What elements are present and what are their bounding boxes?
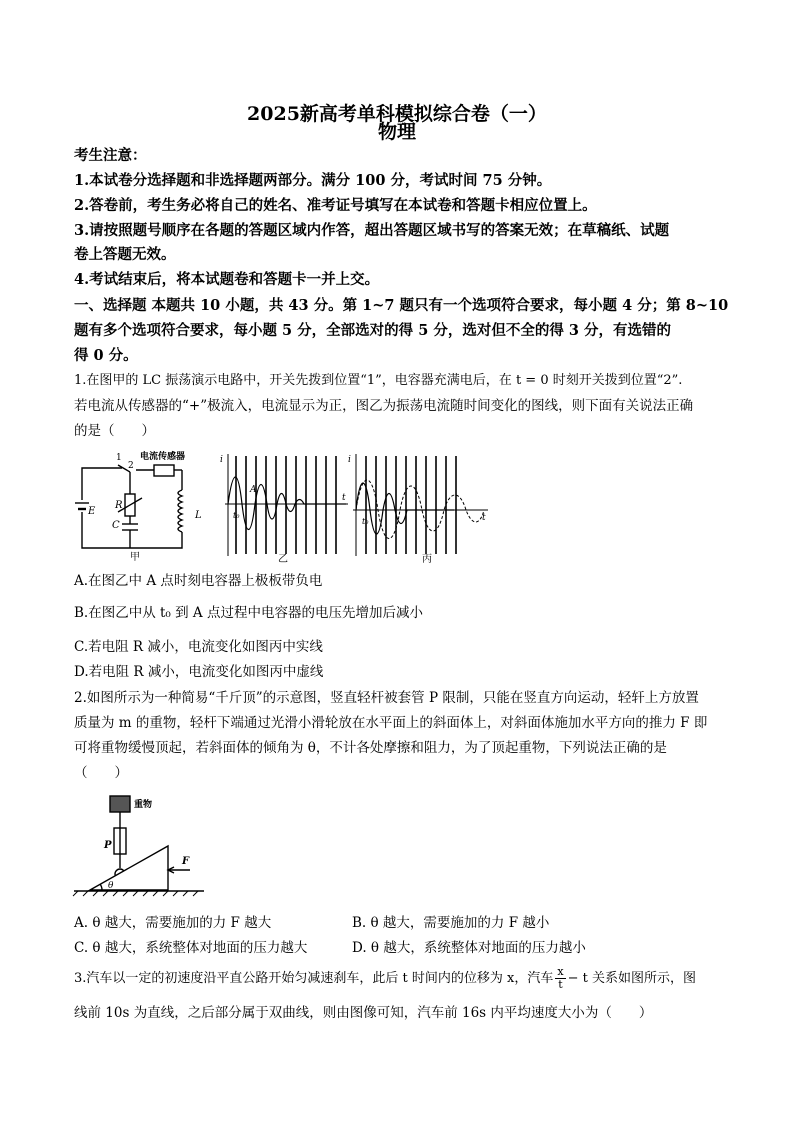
q2-option-b: B. θ 越大，需要施加的力 F 越小 <box>352 915 550 931</box>
q1-option-c: C.若电阻 R 减小，电流变化如图丙中实线 <box>74 639 323 655</box>
q3-stem-1 <box>74 966 696 991</box>
label-L: L <box>195 510 202 521</box>
q3-stem-1-pre: 3.汽车以一定的初速度沿平直公路开始匀减速刹车，此后 t 时间内的位移为 x，汽车 <box>74 971 554 986</box>
switch-pos-1: 1 <box>116 453 122 463</box>
notice-item-3-cont: 卷上答题无效。 <box>74 246 176 263</box>
label-P: P <box>104 840 112 851</box>
q2-stem-2: 质量为 m 的重物，轻杆下端通过光滑小滑轮放在水平面上的斜面体上，对斜面体施加水平方向的推力 F 即 <box>74 715 708 731</box>
q1-option-d: D.若电阻 R 减小，电流变化如图丙中虚线 <box>74 664 324 680</box>
label-E: E <box>88 506 96 517</box>
frac-numerator: x <box>557 965 564 978</box>
bing-axis-i: i <box>348 455 351 465</box>
label-yi: 乙 <box>278 554 288 565</box>
yi-point-A: A <box>250 485 257 495</box>
bing-t0: t₀ <box>362 517 369 526</box>
q1-stem-2: 若电流从传感器的“+”极流入，电流显示为正，图乙为振荡电流随时间变化的图线，则下面有关说法正确 <box>74 398 694 414</box>
subject-title: 物理 <box>377 121 416 143</box>
q1-stem-1: 1.在图甲的 LC 振荡演示电路中，开关先拨到位置“1”，电容器充满电后，在 t = 0 时刻开关拨到位置“2”. <box>74 373 683 388</box>
q2-option-c: C. θ 越大，系统整体对地面的压力越大 <box>74 940 308 956</box>
notice-item-3: 3.请按照题号顺序在各题的答题区域内作答，超出答题区域书写的答案无效；在草稿纸、试题 <box>74 222 670 239</box>
notice-heading: 考生注意： <box>74 147 147 164</box>
q2-option-d: D. θ 越大，系统整体对地面的压力越小 <box>352 940 586 956</box>
sensor-label: 电流传感器 <box>140 452 186 462</box>
yi-axis-i: i <box>220 455 223 465</box>
yi-t0: t₀ <box>233 511 240 520</box>
q1-option-a: A.在图乙中 A 点时刻电容器上极板带负电 <box>74 573 323 589</box>
label-C: C <box>112 520 120 531</box>
label-R: R <box>115 500 123 511</box>
q2-stem-1: 2.如图所示为一种简易“千斤顶”的示意图，竖直轻杆被套管 P 限制，只能在竖直方向运动，轻轩上方放置 <box>74 690 699 706</box>
label-jia: 甲 <box>130 552 140 563</box>
q3-stem-1-post: − t 关系如图所示，图 <box>567 971 696 986</box>
graph-bing <box>353 454 488 556</box>
weight-label: 重物 <box>134 800 153 810</box>
section-heading-cont-2: 得 0 分。 <box>74 347 138 364</box>
q2-stem-3: 可将重物缓慢顶起，若斜面体的倾角为 θ，不计各处摩擦和阻力，为了顶起重物，下列说法正确的是 <box>74 740 667 756</box>
exam-title: 2025新高考单科模拟综合卷（一） <box>247 103 547 125</box>
switch-pos-2: 2 <box>128 461 134 471</box>
bing-axis-t: t <box>482 513 486 523</box>
q1-stem-3: 的是（ ） <box>74 423 155 439</box>
q3-stem-2: 线前 10s 为直线，之后部分属于双曲线，则由图像可知，汽车前 16s 内平均速度大小为（ ） <box>74 1005 653 1021</box>
x-over-t-fraction <box>555 966 565 991</box>
notice-item-1: 1.本试卷分选择题和非选择题两部分。满分 100 分，考试时间 75 分钟。 <box>74 172 552 189</box>
notice-item-4: 4.考试结束后，将本试题卷和答题卡一并上交。 <box>74 271 380 288</box>
label-bing: 丙 <box>422 554 432 565</box>
q2-jack-figure <box>72 790 222 900</box>
label-theta: θ <box>108 881 114 891</box>
q2-stem-4: （ ） <box>74 765 128 781</box>
q1-figure <box>70 448 500 566</box>
notice-item-2: 2.答卷前，考生务必将自己的姓名、准考证号填写在本试卷和答题卡相应位置上。 <box>74 197 597 214</box>
frac-denominator: t <box>558 978 563 991</box>
section-heading: 一、选择题 本题共 10 小题，共 43 分。第 1~7 题只有一个选项符合要求，每小题 4 分；第 8~10 <box>74 297 729 314</box>
graph-yi <box>225 454 348 556</box>
label-F: F <box>182 856 190 867</box>
q1-option-b: B.在图乙中从 t₀ 到 A 点过程中电容器的电压先增加后减小 <box>74 605 423 621</box>
yi-axis-t: t <box>342 493 346 503</box>
section-heading-cont-1: 题有多个选项符合要求，每小题 5 分，全部选对的得 5 分，选对但不全的得 3 分，有选错的 <box>74 322 672 339</box>
q2-option-a: A. θ 越大，需要施加的力 F 越大 <box>74 915 272 931</box>
